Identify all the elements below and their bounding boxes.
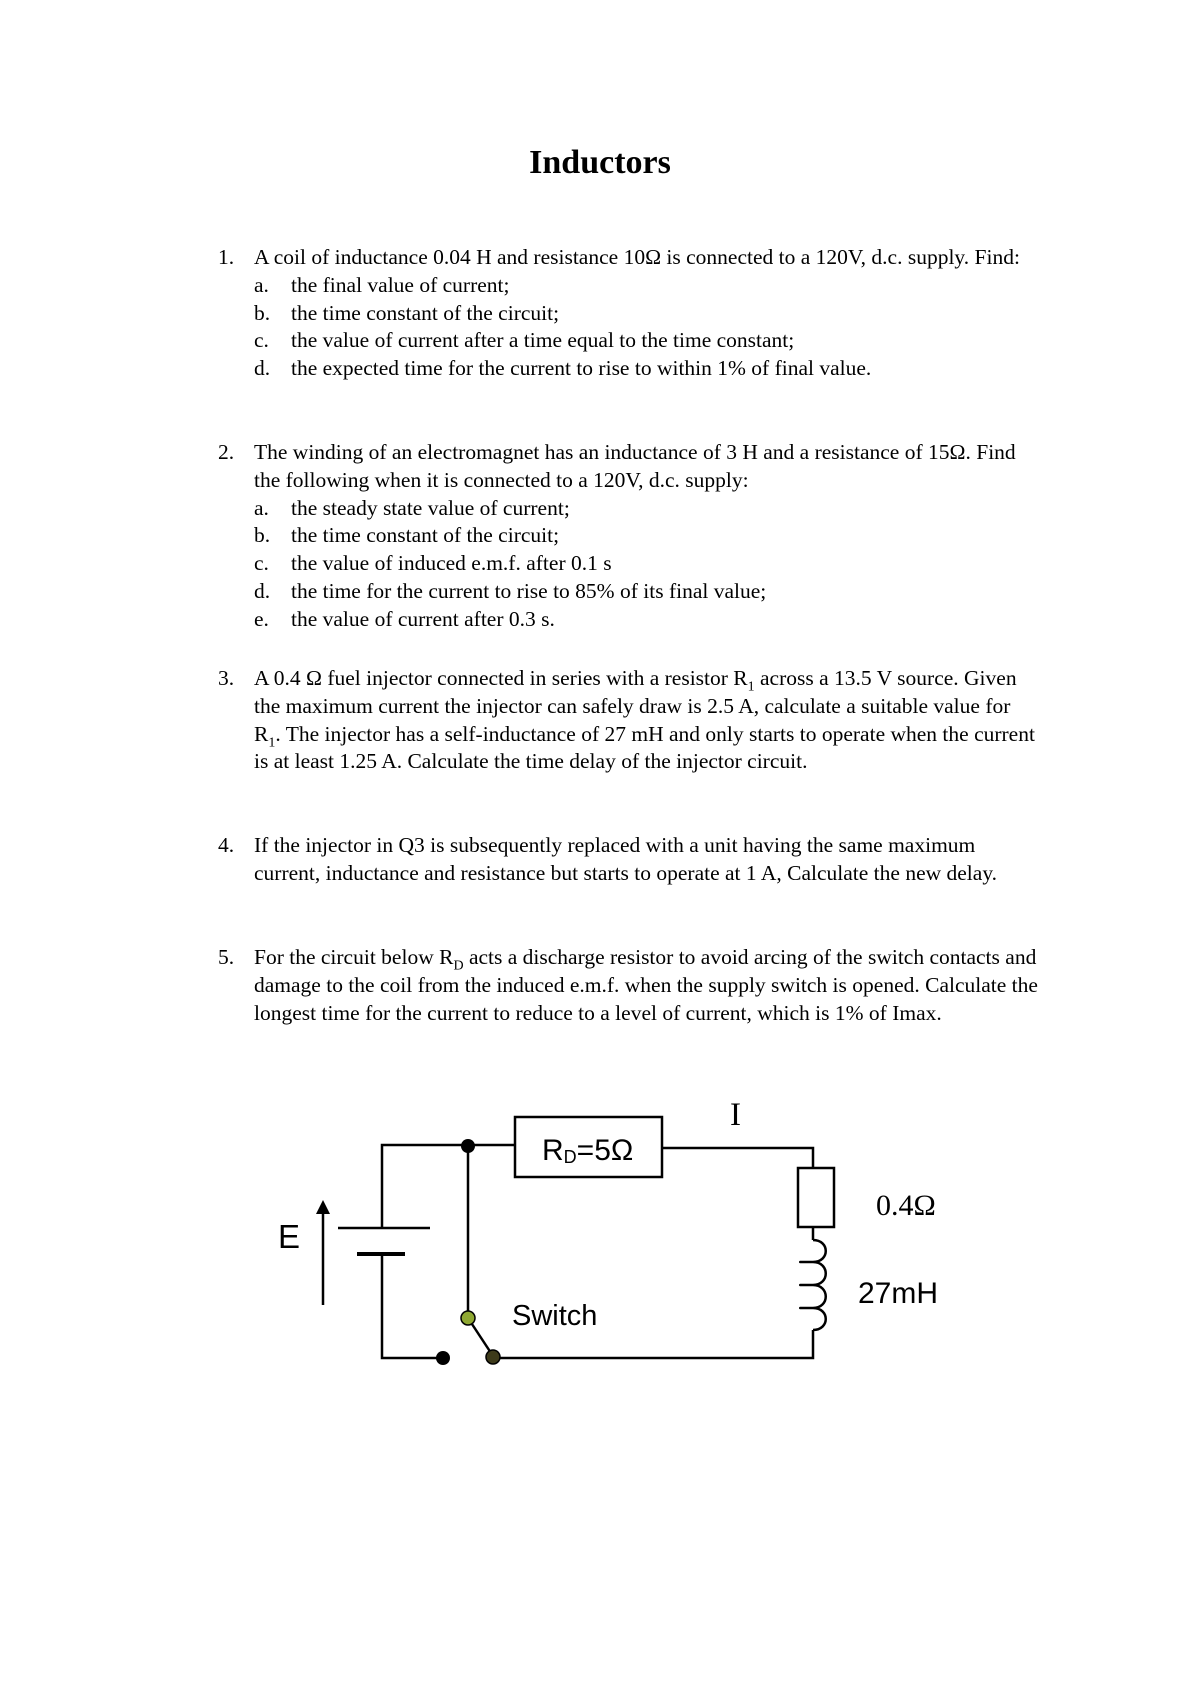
sub-question-letter: e.	[254, 606, 269, 631]
switch-pivot	[486, 1350, 500, 1364]
sub-question-text: the value of induced e.m.f. after 0.1 s	[291, 551, 612, 576]
question-number: 2.	[218, 440, 235, 464]
sub-question-letter: d.	[254, 578, 271, 603]
subscript: D	[453, 958, 464, 974]
top-right-wire	[662, 1148, 813, 1168]
question-number: 3.	[218, 666, 235, 690]
page-title: Inductors	[529, 144, 671, 181]
subscript: 1	[747, 679, 755, 695]
sub-question-text: the expected time for the current to rise to within 1% of final value.	[291, 356, 872, 381]
sub-question-text: the time for the current to rise to 85% of its final value;	[291, 578, 767, 603]
current-label: I	[730, 1097, 741, 1133]
sub-question-letter: c.	[254, 551, 269, 576]
discharge-resistor-label	[542, 1134, 633, 1167]
switch-contact	[461, 1311, 475, 1325]
question-text-part: . The injector has a self-inductance of 27 mH and only starts to operate when the current is at least 1.25 A. Calculate the time delay of the injector circuit.	[254, 721, 1035, 774]
sub-question-letter: b.	[254, 523, 271, 548]
sub-question-letter: d.	[254, 356, 271, 381]
question-text-part: acts a discharge resistor to avoid arcing of the switch contacts and damage to the coil from the induced e.m.f. when the supply switch is opened. Calculate the longest time for the current to reduce to a level of current, which is 1% of Imax.	[254, 945, 1038, 1025]
sub-question-letter: a.	[254, 495, 269, 520]
question-number: 4.	[218, 833, 235, 857]
junction-dot	[461, 1139, 475, 1153]
switch-terminal-dot	[436, 1351, 450, 1365]
question-text: A coil of inductance 0.04 H and resistance 10Ω is connected to a 120V, d.c. supply. Find:	[254, 245, 1020, 269]
source-arrow-head	[316, 1200, 330, 1214]
coil-resistance-label: 0.4Ω	[876, 1189, 936, 1222]
question-text-part: A 0.4 Ω fuel injector connected in series with a resistor R	[254, 666, 748, 690]
source-label: E	[278, 1218, 301, 1255]
question-text: If the injector in Q3 is subsequently replaced with a unit having the same maximum current, inductance and resistance but starts to operate at 1 A, Calculate the new delay.	[254, 833, 998, 885]
right-bottom-wire	[493, 1330, 813, 1358]
sub-question-letter: c.	[254, 328, 269, 353]
resistor-label-value: =5Ω	[576, 1134, 634, 1167]
resistor-label-main: R	[542, 1134, 564, 1167]
subscript: 1	[268, 734, 276, 750]
sub-question-text: the value of current after a time equal to the time constant;	[291, 328, 795, 353]
question-number: 5.	[218, 945, 235, 969]
switch-label: Switch	[512, 1300, 598, 1332]
coil-resistance	[798, 1168, 834, 1227]
coil-inductance-label: 27mH	[858, 1277, 939, 1310]
sub-question-letter: b.	[254, 300, 271, 325]
sub-question-text: the value of current after 0.3 s.	[291, 606, 555, 631]
question-text-part: across a 13.5 V source. Given the maximum current the injector can safely draw is 2.5 A, calculate a suitable value for R	[254, 666, 1017, 746]
resistor-label-sub: D	[563, 1147, 577, 1167]
left-bottom-wire	[382, 1254, 443, 1358]
sub-question-text: the time constant of the circuit;	[291, 300, 560, 325]
question-text-part: For the circuit below R	[254, 945, 454, 969]
question-text: The winding of an electromagnet has an inductance of 3 H and a resistance of 15Ω. Find the following when it is connected to a 120V, d.c. supply:	[254, 440, 1016, 492]
left-top-wire	[382, 1145, 468, 1228]
sub-question-text: the final value of current;	[291, 272, 510, 297]
inductor-coil	[800, 1240, 826, 1330]
sub-question-text: the steady state value of current;	[291, 495, 570, 520]
sub-question-text: the time constant of the circuit;	[291, 523, 560, 548]
question-number: 1.	[218, 245, 235, 269]
sub-question-letter: a.	[254, 272, 269, 297]
